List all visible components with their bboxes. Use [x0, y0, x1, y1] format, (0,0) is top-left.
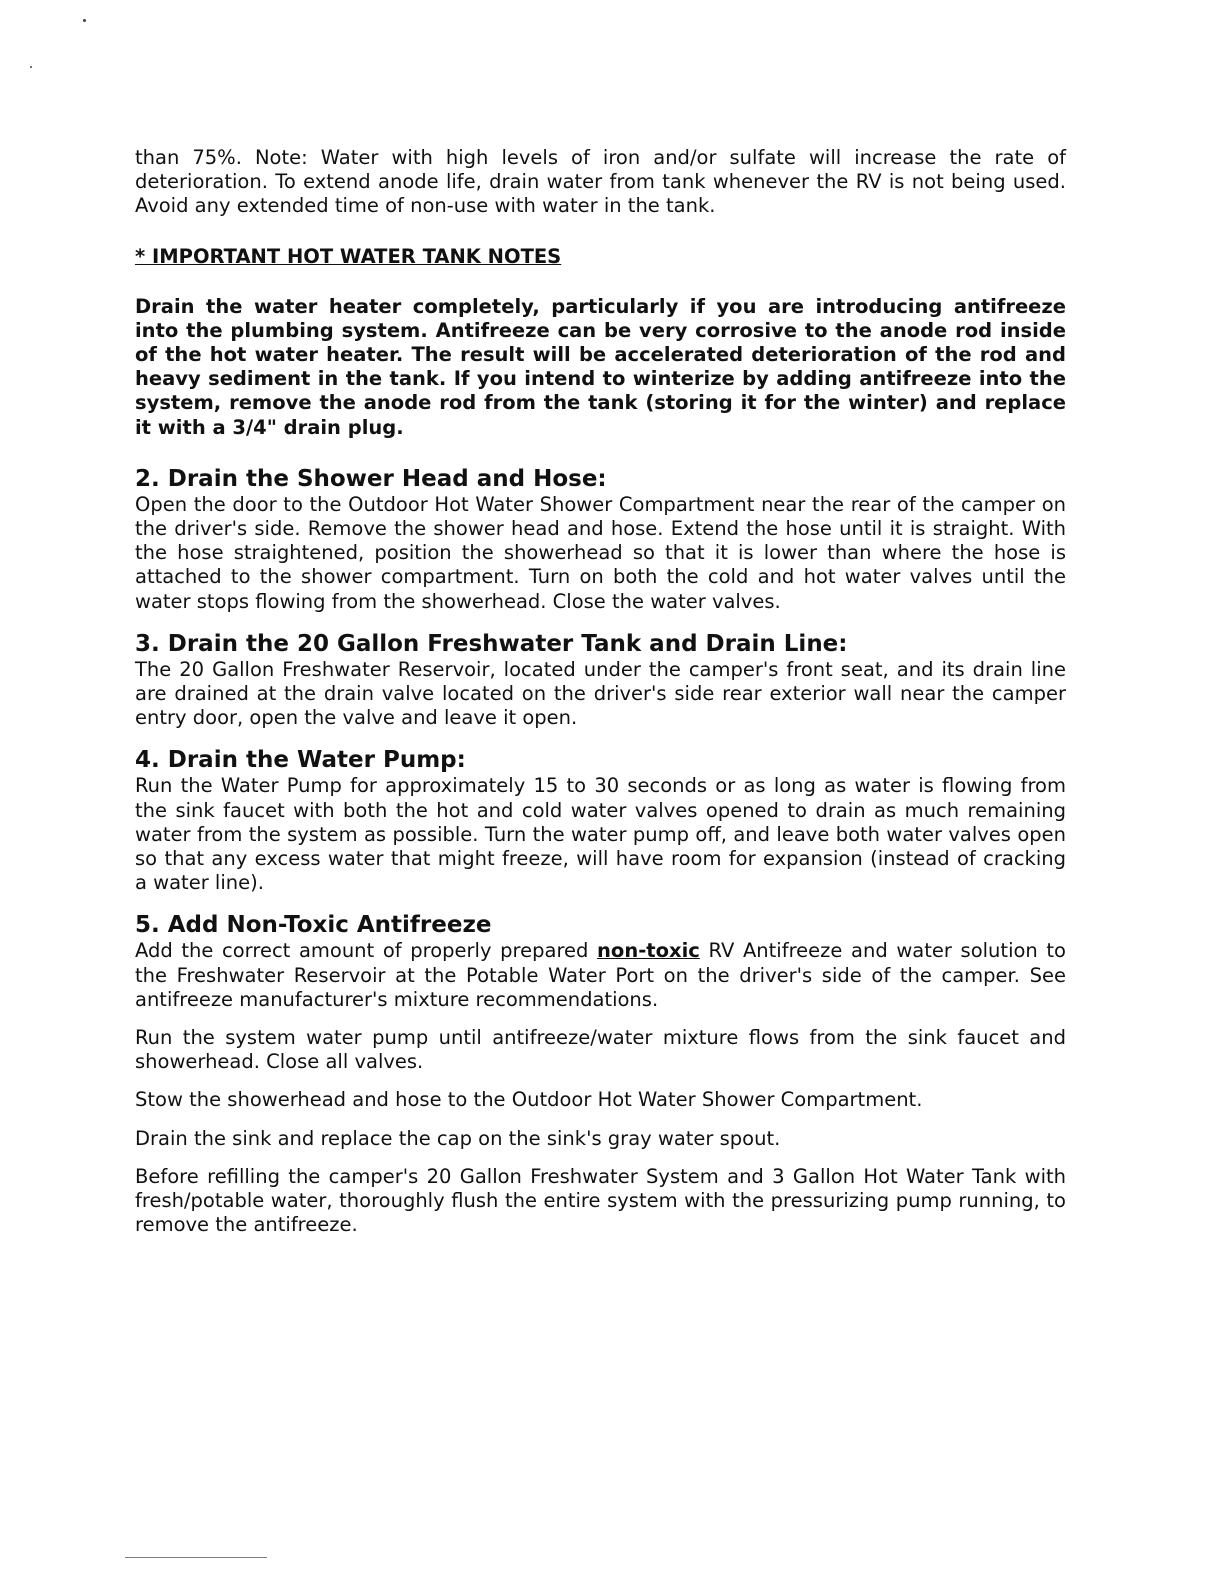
notes-heading: * IMPORTANT HOT WATER TANK NOTES	[135, 244, 562, 268]
section-heading-freshwater: 3. Drain the 20 Gallon Freshwater Tank and Drain Line:	[135, 630, 848, 657]
antifreeze-paragraph-4: Drain the sink and replace the cap on the sink's gray water spout.	[135, 1126, 781, 1150]
antifreeze-p1-before: Add the correct amount of properly prepared	[135, 939, 598, 963]
section-body-pump: Run the Water Pump for approximately 15 to 30 seconds or as long as water is flowing from the sink faucet with both the hot and cold water valves opened to drain as much remaining water from the system as possible. Turn the water pump off, and leave both water valves open so that any excess water that might freeze, will have room for expansion (instead of cracking a water line).	[135, 774, 1066, 895]
section-heading-antifreeze: 5. Add Non-Toxic Antifreeze	[135, 912, 492, 939]
non-toxic-emphasis: non-toxic	[597, 939, 700, 963]
scan-speck	[83, 19, 86, 22]
antifreeze-paragraph-5: Before refilling the camper's 20 Gallon Freshwater System and 3 Gallon Hot Water Tank with fresh/potable water, thoroughly flush the entire system with the pressurizing pump running, to remove the antifreeze.	[135, 1164, 1066, 1237]
antifreeze-paragraph-1	[135, 939, 1066, 1012]
document-page	[135, 146, 1066, 1238]
section-body-shower: Open the door to the Outdoor Hot Water Shower Compartment near the rear of the camper on the driver's side. Remove the shower head and hose. Extend the hose until it is straight. With the hose straightened, position the showerhead so that it is lower than where the hose is attached to the shower compartment. Turn on both the cold and hot water valves until the water stops flowing from the showerhead. Close the water valves.	[135, 492, 1066, 613]
section-heading-shower: 2. Drain the Shower Head and Hose:	[135, 465, 607, 492]
scan-speck	[30, 66, 32, 68]
notes-body: Drain the water heater completely, particularly if you are introducing antifreeze into the plumbing system. Antifreeze can be very corrosive to the anode rod inside of the hot water heater. The result will be accelerated deterioration of the rod and heavy sediment in the tank. If you intend to winterize by adding antifreeze into the system, remove the anode rod from the tank (storing it for the winter) and replace it with a 3/4" drain plug.	[135, 294, 1066, 439]
antifreeze-p1-after: RV Antifreeze and water solution to the Freshwater Reservoir at the Potable Water Port on the driver's side of the camper. See antifreeze manufacturer's mixture recommendations.	[135, 939, 1066, 1011]
antifreeze-paragraph-2: Run the system water pump until antifreeze/water mixture flows from the sink faucet and showerhead. Close all valves.	[135, 1026, 1066, 1074]
section-body-freshwater: The 20 Gallon Freshwater Reservoir, located under the camper's front seat, and its drain line are drained at the drain valve located on the driver's side rear exterior wall near the camper entry door, open the valve and leave it open.	[135, 657, 1066, 730]
intro-paragraph: than 75%. Note: Water with high levels of iron and/or sulfate will increase the rate of deterioration. To extend anode life, drain water from tank whenever the RV is not being used. Avoid any extended time of non-use with water in the tank.	[135, 146, 1066, 218]
footnote-rule	[125, 1557, 267, 1558]
antifreeze-paragraph-3: Stow the showerhead and hose to the Outdoor Hot Water Shower Compartment.	[135, 1088, 923, 1112]
section-heading-pump: 4. Drain the Water Pump:	[135, 747, 466, 774]
